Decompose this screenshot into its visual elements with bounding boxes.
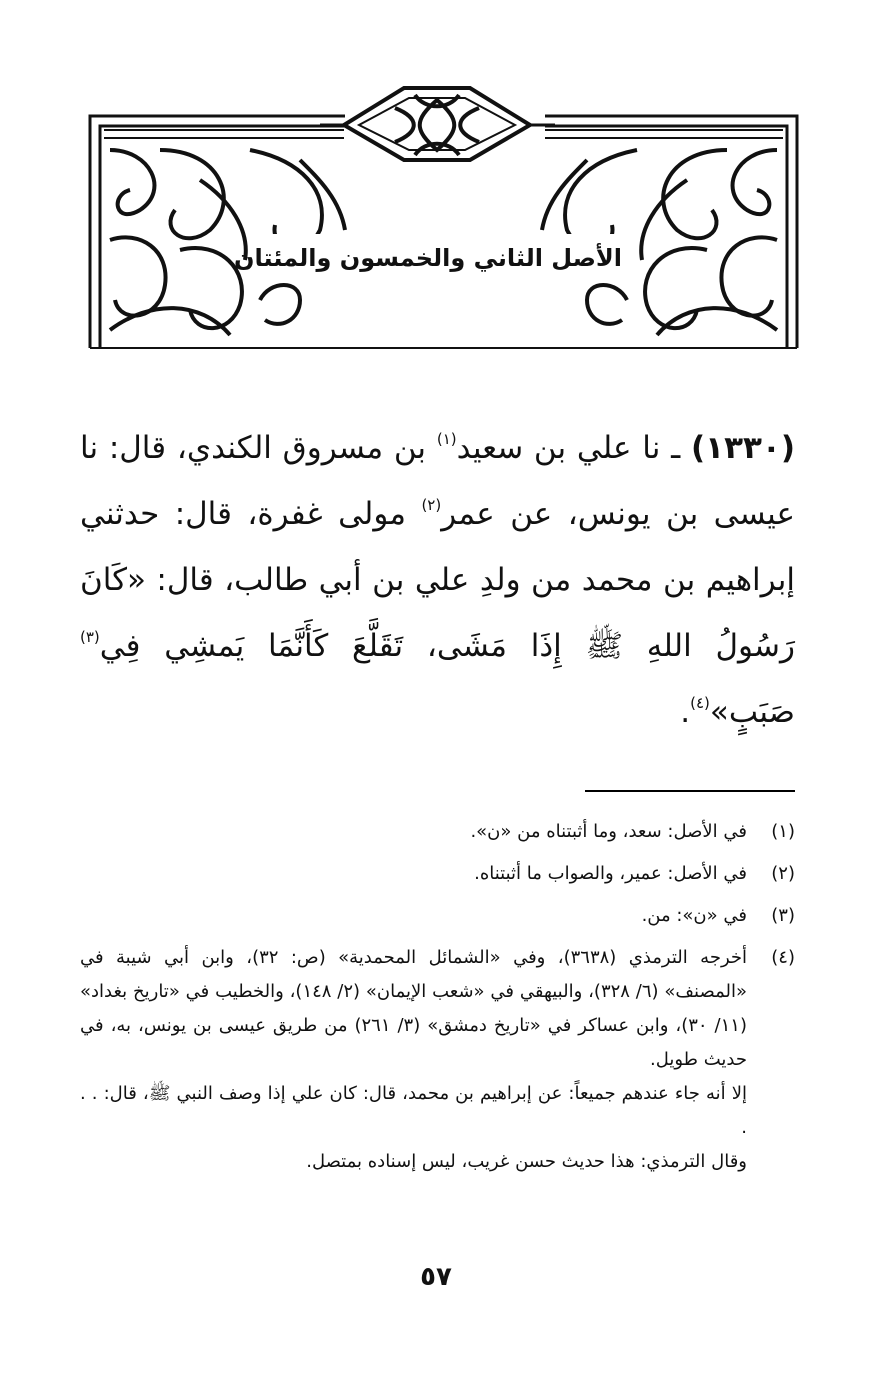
chapter-header-ornament [0,0,873,370]
footnote-text: في الأصل: سعد، وما أثبتناه من «ن». [470,821,747,842]
hadith-matn: «كَانَ رَسُولُ اللهِ ﷺ إِذَا مَشَى، تَقَلَّعَ كَأَنَّمَا يَمشِي فِي [80,562,795,664]
hadith-matn-end: صَبَبٍ» [709,694,795,730]
footnote-number: (٣) [771,905,795,926]
footnote-text: أخرجه الترمذي (٣٦٣٨)، وفي «الشمائل المحمدية» (ص: ٣٢)، وابن أبي شيبة في «المصنف» (٦/ ٣٢٨)، والبيهقي في «شعب الإيمان» (٢/ ١٤٨)، والخطيب في «تاريخ بغداد» (١١/ ٣٠)، وابن عساكر في «تاريخ دمشق» (٣/ ٢٦١) من طريق عيسى بن يونس، به، في حديث طويل. [80,947,748,1070]
footnote-text: في «ن»: من. [641,905,747,926]
footnote-number: (٤) [771,947,795,968]
footnote-1 [80,815,795,849]
hadith-chain-4: مولى غفرة، قال: حدثني إبراهيم بن محمد من ولدِ علي بن أبي طالب، قال: [80,496,795,598]
footnote-marker-1: (١) [436,430,457,448]
footnote-text: إلا أنه جاء عندهم جميعاً: عن إبراهيم بن محمد، قال: كان علي إذا وصف النبي ﷺ، قال: . . . [80,1083,747,1138]
footnote-3 [80,899,795,933]
footnote-4 [80,941,795,1179]
footnote-text: وقال الترمذي: هذا حديث حسن غريب، ليس إسناده بمتصل. [306,1151,747,1172]
right-key-band [545,130,783,138]
footnote-number: (٢) [771,863,795,884]
central-medallion [320,88,555,160]
footnote-marker-4: (٤) [690,694,710,712]
hadith-final-dot: . [680,694,691,730]
chapter-title: الأصل الثاني والخمسون والمئتان [262,234,622,282]
footnote-2 [80,857,795,891]
hadith-number: (١٣٣٠) [690,430,796,466]
footnote-separator [585,790,795,792]
footnote-number: (١) [771,821,795,842]
footnote-marker-3: (٣) [80,628,100,646]
footnote-text: في الأصل: عمير، والصواب ما أثبتناه. [474,863,747,884]
footnote-marker-2: (٢) [421,496,442,514]
hadith-chain-3: قال: نا عيسى بن يونس، عن عمر [80,430,795,532]
hadith-chain-2: بن مسروق الكندي، [176,430,437,466]
page-number: ٥٧ [420,1262,452,1292]
footnotes [80,815,795,1187]
hadith-chain-start: ـ نا علي بن سعيد [456,430,691,466]
left-key-band [104,130,344,138]
hadith-text [80,415,795,745]
